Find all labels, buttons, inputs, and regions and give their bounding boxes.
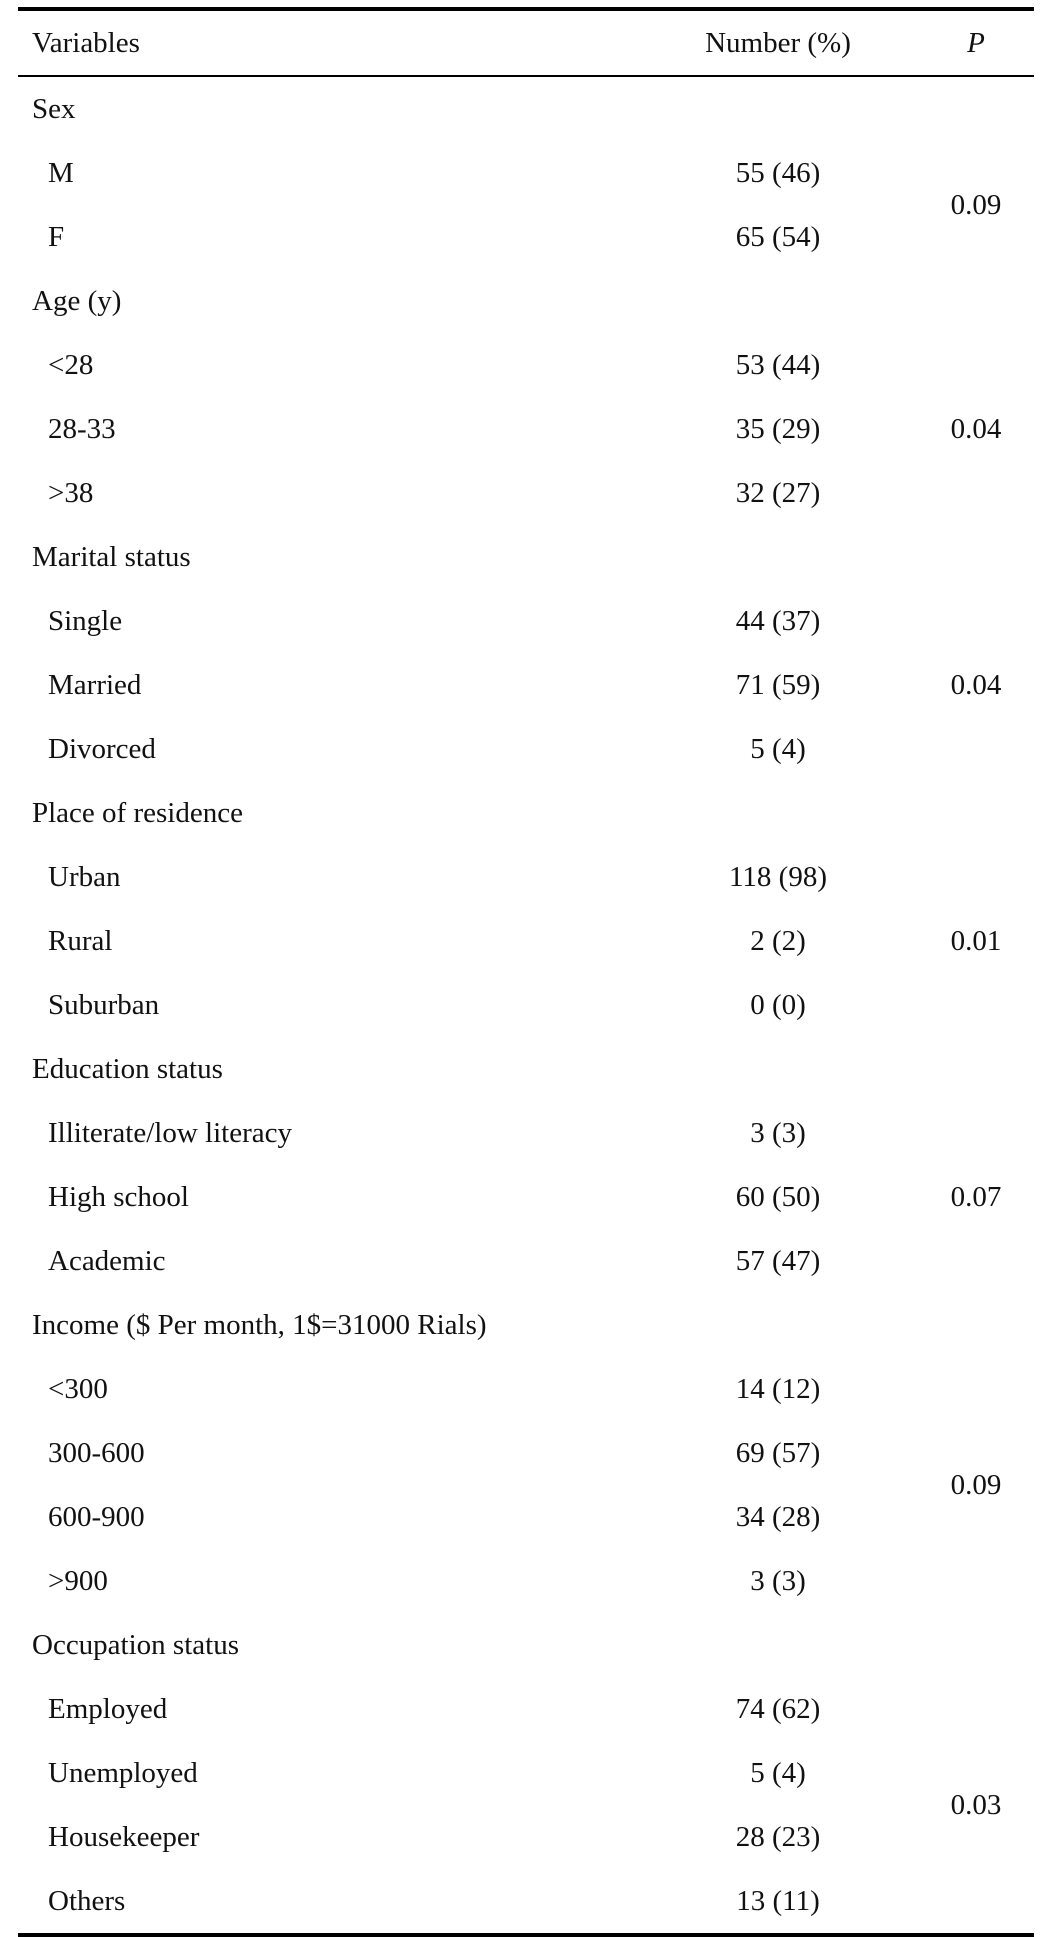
row-label: M — [48, 156, 74, 189]
row-number: 32 (27) — [735, 476, 821, 509]
data-table — [18, 11, 1034, 75]
header-row — [18, 11, 1034, 75]
row-number: 118 (98) — [729, 860, 827, 893]
header-variables: Variables — [32, 26, 140, 59]
table-row — [18, 1869, 1034, 1933]
row-number: 5 (4) — [750, 732, 806, 765]
group-label: Marital status — [32, 540, 191, 573]
table-row — [18, 1741, 1034, 1805]
table-row — [18, 1805, 1034, 1869]
table-row — [18, 909, 1034, 973]
header-number: Number (%) — [705, 26, 851, 59]
group-row — [18, 781, 1034, 845]
table-row — [18, 333, 1034, 397]
table-row — [18, 973, 1034, 1037]
row-number: 60 (50) — [735, 1180, 821, 1213]
row-label: 300-600 — [48, 1436, 145, 1469]
row-number: 53 (44) — [735, 348, 821, 381]
table-row — [18, 205, 1034, 269]
group-row — [18, 1037, 1034, 1101]
table-row — [18, 845, 1034, 909]
row-label: Unemployed — [48, 1756, 198, 1789]
row-number: 34 (28) — [735, 1500, 821, 1533]
table-row — [18, 717, 1034, 781]
group-label: Income ($ Per month, 1$=31000 Rials) — [32, 1308, 487, 1341]
table-row — [18, 653, 1034, 717]
group-row — [18, 525, 1034, 589]
table-row — [18, 1485, 1034, 1549]
row-label: High school — [48, 1180, 189, 1213]
row-label: Rural — [48, 924, 113, 957]
row-label: 600-900 — [48, 1500, 145, 1533]
group-row — [18, 1293, 1034, 1357]
group-label: Age (y) — [32, 284, 122, 317]
row-label: Academic — [48, 1244, 166, 1277]
row-label: Divorced — [48, 732, 156, 765]
group-row — [18, 77, 1034, 141]
demographics-table — [18, 7, 1034, 1937]
row-p-value: 0.03 — [950, 1788, 1002, 1821]
row-number: 69 (57) — [735, 1436, 821, 1469]
row-label: 28-33 — [48, 412, 116, 445]
row-label: Housekeeper — [48, 1820, 200, 1853]
group-row — [18, 269, 1034, 333]
row-p-value: 0.04 — [950, 412, 1002, 445]
table-body — [18, 77, 1034, 1933]
row-label: <300 — [48, 1372, 108, 1405]
table-row — [18, 1229, 1034, 1293]
row-p-value: 0.09 — [950, 188, 1002, 221]
row-label: Single — [48, 604, 123, 637]
row-number: 0 (0) — [750, 988, 806, 1021]
row-number: 55 (46) — [735, 156, 821, 189]
row-p-value: 0.07 — [950, 1180, 1002, 1213]
row-number: 65 (54) — [735, 220, 821, 253]
table-row — [18, 397, 1034, 461]
table-row — [18, 461, 1034, 525]
row-number: 35 (29) — [735, 412, 821, 445]
row-number: 74 (62) — [735, 1692, 821, 1725]
table-row — [18, 1421, 1034, 1485]
row-label: Others — [48, 1884, 126, 1917]
bottom-rule — [18, 1933, 1034, 1937]
row-label: Employed — [48, 1692, 168, 1725]
table-row — [18, 589, 1034, 653]
row-label: Illiterate/low literacy — [48, 1116, 292, 1149]
header-p: P — [967, 26, 985, 59]
table-row — [18, 1357, 1034, 1421]
table-row — [18, 141, 1034, 205]
row-p-value: 0.04 — [950, 668, 1002, 701]
group-label: Occupation status — [32, 1628, 239, 1661]
row-label: >900 — [48, 1564, 108, 1597]
row-number: 28 (23) — [735, 1820, 821, 1853]
row-number: 13 (11) — [736, 1884, 820, 1917]
row-number: 14 (12) — [735, 1372, 821, 1405]
row-label: Married — [48, 668, 142, 701]
row-number: 3 (3) — [750, 1564, 806, 1597]
table-row — [18, 1165, 1034, 1229]
table-row — [18, 1549, 1034, 1613]
row-label: F — [48, 220, 65, 253]
row-p-value: 0.01 — [950, 924, 1002, 957]
group-label: Education status — [32, 1052, 223, 1085]
row-number: 5 (4) — [750, 1756, 806, 1789]
row-number: 57 (47) — [735, 1244, 821, 1277]
group-label: Place of residence — [32, 796, 243, 829]
table-row — [18, 1101, 1034, 1165]
row-label: >38 — [48, 476, 94, 509]
row-p-value: 0.09 — [950, 1468, 1002, 1501]
row-number: 2 (2) — [750, 924, 806, 957]
row-number: 71 (59) — [735, 668, 821, 701]
row-label: <28 — [48, 348, 94, 381]
row-label: Suburban — [48, 988, 160, 1021]
group-label: Sex — [32, 92, 76, 125]
table-row — [18, 1677, 1034, 1741]
row-number: 44 (37) — [735, 604, 821, 637]
group-row — [18, 1613, 1034, 1677]
row-label: Urban — [48, 860, 121, 893]
row-number: 3 (3) — [750, 1116, 806, 1149]
